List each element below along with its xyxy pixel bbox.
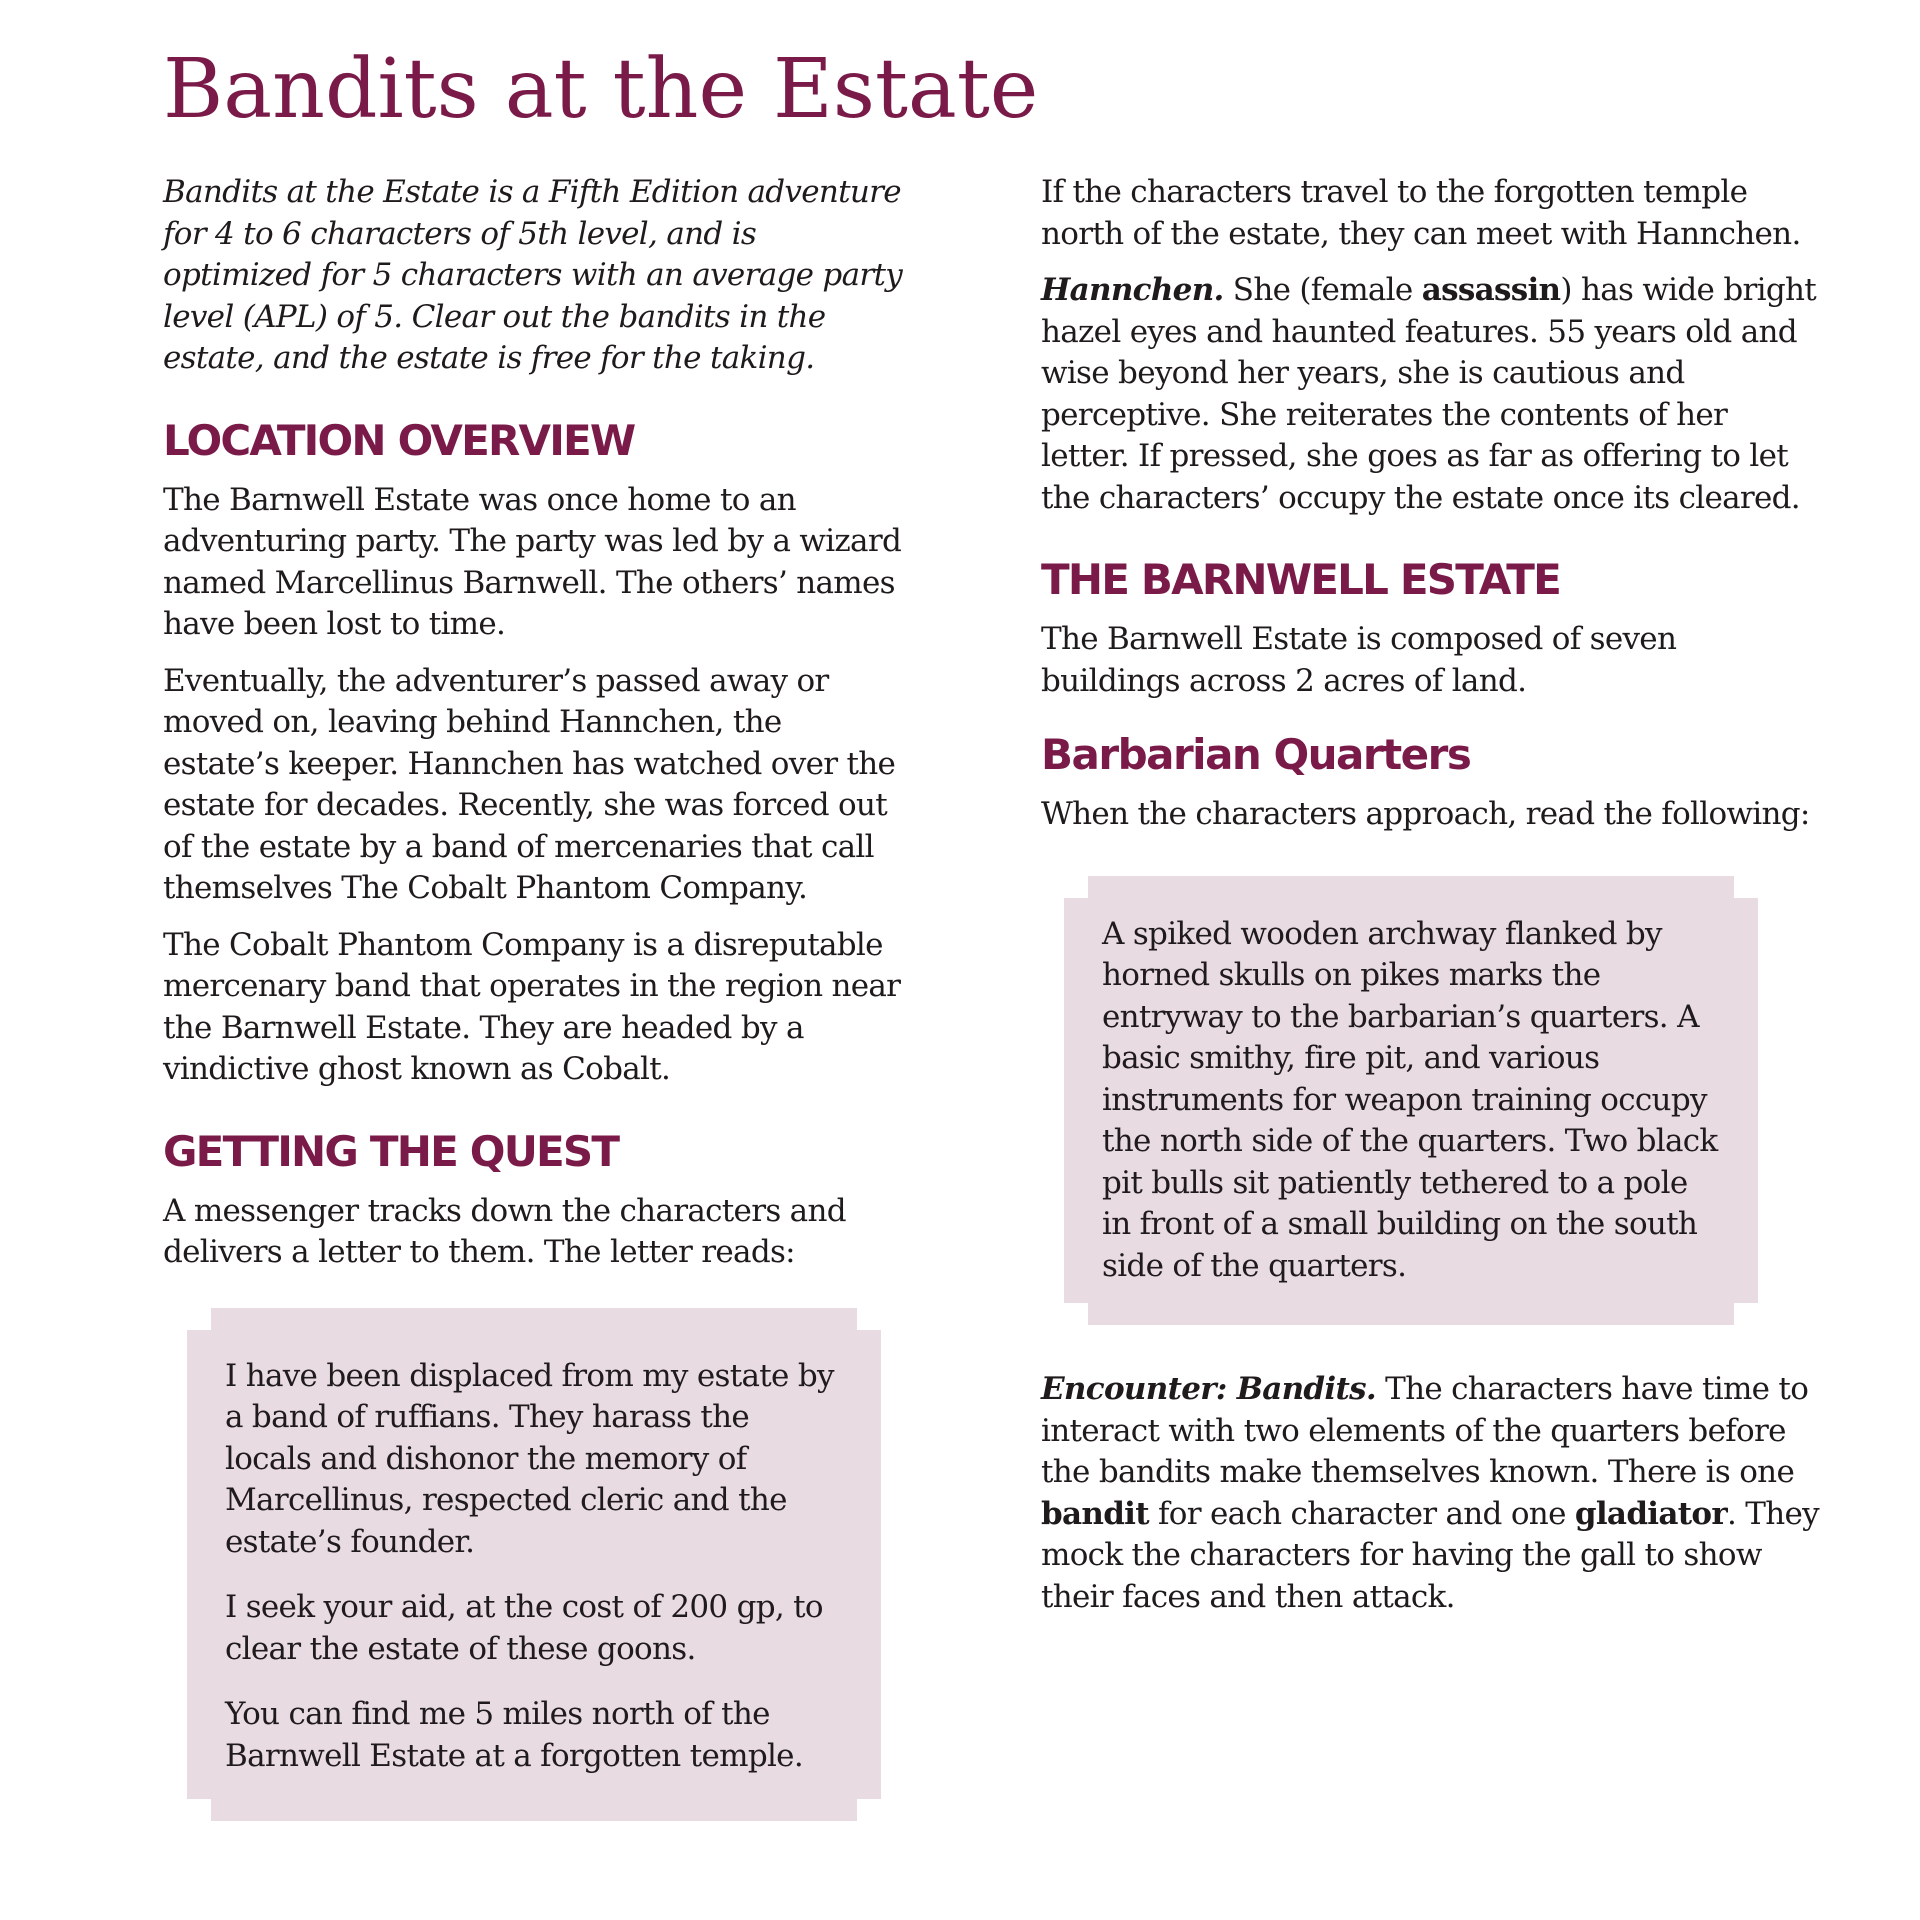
hannchen-text-1: She (female [1223,272,1422,308]
barnwell-estate-heading: THE BARNWELL ESTATE [1041,555,1560,604]
location-overview-paragraph-1: The Barnwell Estate was once home to an adventuring party. The party was led by a wizard named Marcellinus Barnwell. The others’ names have been lost to time. [163,481,902,642]
encounter-text-1: The characters have time to interact with two elements of the quarters before the bandits make themselves known. There is one [1041,1371,1809,1490]
barbarian-quarters-paragraph: When the characters approach, read the following: [1041,796,1810,832]
gladiator-creature-name: gladiator [1574,1495,1727,1532]
read-aloud-callout-box [1064,898,1758,1304]
encounter-text-3: . They mock the characters for having the gall to show their faces and then attack. [1041,1495,1819,1615]
getting-the-quest-paragraph: A messenger tracks down the characters and delivers a letter to them. The letter reads: [163,1192,846,1270]
encounter-label: Encounter: Bandits. [1041,1371,1376,1407]
hannchen-name: Hannchen. [1041,272,1224,308]
location-overview-heading: LOCATION OVERVIEW [163,415,635,465]
barbarian-quarters-heading: Barbarian Quarters [1041,730,1471,779]
letter-paragraph-3: You can find me 5 miles north of the Barnwell Estate at a forgotten temple. [225,1696,803,1774]
encounter-text-2: for each character and one [1148,1495,1575,1532]
assassin-creature-name: assassin [1421,272,1561,308]
hannchen-text-2: ) has wide bright hazel eyes and haunted features. 55 years old and wise beyond her years, she is cautious and perceptive. She reiterates the contents of her letter. If pressed, she goes as far as offering to let the characters’ occupy the estate once its cleared. [1041,272,1816,516]
encounter-paragraph [1041,1369,1821,1618]
location-overview-paragraph-3: The Cobalt Phantom Company is a disreputable mercenary band that operates in the region near the Barnwell Estate. They are headed by a vindictive ghost known as Cobalt. [163,926,901,1087]
bandit-creature-name: bandit [1041,1495,1149,1532]
hannchen-paragraph [1041,270,1821,519]
letter-paragraph-2: I seek your aid, at the cost of 200 gp, to clear the estate of these goons. [225,1589,823,1667]
getting-the-quest-heading: GETTING THE QUEST [163,1126,619,1176]
barnwell-estate-paragraph: The Barnwell Estate is composed of seven buildings across 2 acres of land. [1041,621,1677,699]
left-column [163,172,903,1799]
read-aloud-text: A spiked wooden archway flanked by horned skulls on pikes marks the entryway to the barbarian’s quarters. A basic smithy, fire pit, and various instruments for weapon training occupy the north side of the quarters. Two black pit bulls sit patiently tethered to a pole in front of a small building on the south side of the quarters. [1102,915,1718,1284]
right-column [1041,172,1821,1633]
letter-callout-box [187,1330,881,1800]
intro-paragraph: Bandits at the Estate is a Fifth Edition adventure for 4 to 6 characters of 5th level, and is optimized for 5 characters with an average party level (APL) of 5. Clear out the bandits in the estate, and the estate is free for the taking. [163,174,903,376]
location-overview-paragraph-2: Eventually, the adventurer’s passed away or moved on, leaving behind Hannchen, the estate’s keeper. Hannchen has watched over the estate for decades. Recently, she was forced out of the estate by a band of mercenaries that call themselves The Cobalt Phantom Company. [163,662,896,906]
temple-paragraph: If the characters travel to the forgotten temple north of the estate, they can meet with Hannchen. [1041,174,1801,252]
letter-paragraph-1: I have been displaced from my estate by a band of ruffians. They harass the locals and dishonor the memory of Marcellinus, respected cleric and the estate’s founder. [225,1357,834,1560]
page-title: Bandits at the Estate [163,42,1039,137]
